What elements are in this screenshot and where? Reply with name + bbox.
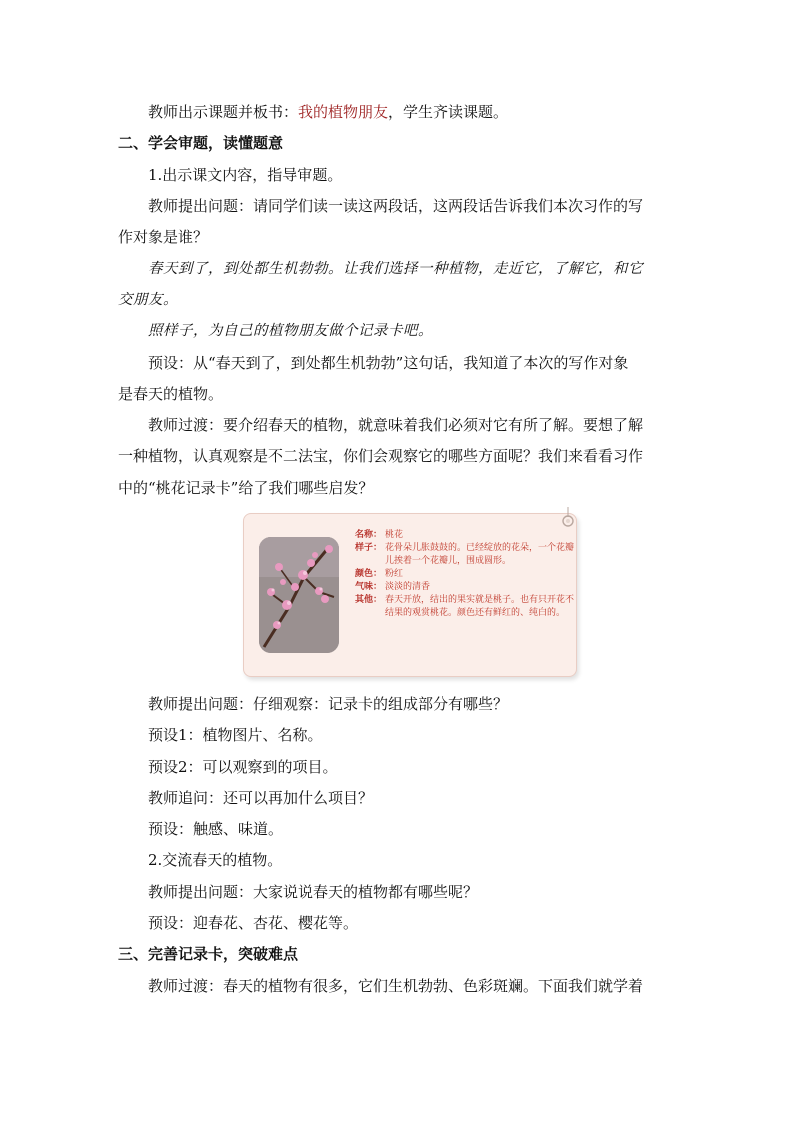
paragraph-line: 教师提出问题：请同学们读一读这两段话，这两段话告诉我们本次习作的写 xyxy=(148,197,644,215)
paragraph-line: 一种植物，认真观察是不二法宝，你们会观察它的哪些方面呢？我们来看看习作 xyxy=(118,447,644,465)
paragraph-line: 预设：迎春花、杏花、樱花等。 xyxy=(148,914,359,932)
peach-blossom-record-card xyxy=(243,507,583,675)
quote-line: 照样子，为自己的植物朋友做个记录卡吧。 xyxy=(148,323,433,339)
card-fields xyxy=(355,529,575,620)
paragraph-line: 预设2：可以观察到的项目。 xyxy=(148,758,338,776)
paragraph-line: 作对象是谁？ xyxy=(118,228,209,246)
paragraph-line: 中的“桃花记录卡”给了我们哪些启发？ xyxy=(118,479,374,497)
paragraph-line: 预设：从“春天到了，到处都生机勃勃”这句话，我知道了本次的写作对象 xyxy=(148,354,629,372)
section-heading-3: 三、完善记录卡，突破难点 xyxy=(118,945,299,963)
paragraph-line: 预设1：植物图片、名称。 xyxy=(148,726,323,744)
paragraph-line: 教师过渡：春天的植物有很多，它们生机勃勃、色彩斑斓。下面我们就学着 xyxy=(148,977,644,995)
paragraph-line: 教师提出问题：大家说说春天的植物都有哪些呢？ xyxy=(148,883,479,901)
card-field-smell: 气味： 淡淡的清香 xyxy=(355,582,431,592)
paragraph-line: 教师提出问题：仔细观察：记录卡的组成部分有哪些？ xyxy=(148,695,509,713)
step-2: 2.交流春天的植物。 xyxy=(148,851,283,869)
paragraph-line: 预设：触感、味道。 xyxy=(148,820,284,838)
step-1: 1.出示课文内容，指导审题。 xyxy=(148,166,343,184)
paragraph-line: 是春天的植物。 xyxy=(118,385,224,403)
paragraph-title-intro: 教师出示课题并板书：我的植物朋友，学生齐读课题。 xyxy=(148,103,509,121)
quote-line: 交朋友。 xyxy=(118,292,178,308)
quote-line: 春天到了，到处都生机勃勃。让我们选择一种植物，走近它，了解它，和它 xyxy=(148,261,643,277)
section-heading-2: 二、学会审题，读懂题意 xyxy=(118,134,284,152)
peach-blossom-photo xyxy=(259,537,339,653)
card-field-shape: 样子： 花骨朵儿胀鼓鼓的。已经绽放的花朵，一个花瓣儿挨着一个花瓣儿，围成圆形。 xyxy=(355,543,575,566)
lesson-title: 我的植物朋友 xyxy=(298,103,389,121)
paragraph-line: 教师追问：还可以再加什么项目？ xyxy=(148,789,374,807)
card-field-name: 名称： 桃花 xyxy=(355,530,404,540)
tag-icon xyxy=(559,507,577,531)
card-field-other: 其他： 春天开放，结出的果实就是桃子。也有只开花不结果的观赏桃花。颜色还有鲜红的、纯白的。 xyxy=(355,595,575,618)
card-field-color: 颜色： 粉红 xyxy=(355,569,404,579)
paragraph-line: 教师过渡：要介绍春天的植物，就意味着我们必须对它有所了解。要想了解 xyxy=(148,416,644,434)
